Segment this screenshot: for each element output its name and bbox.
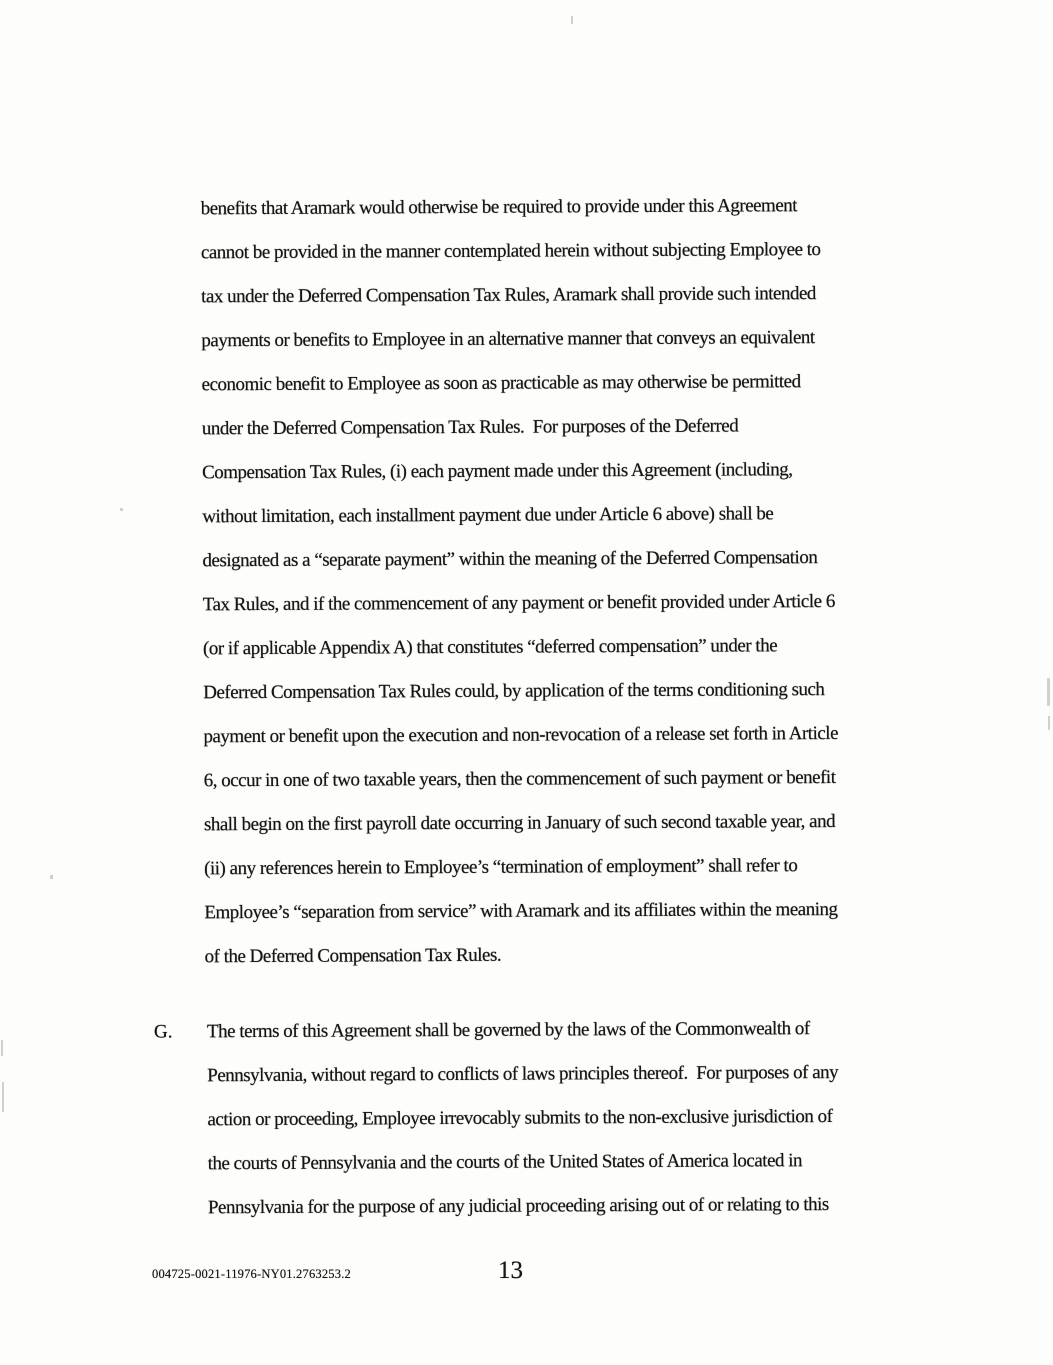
text-line: Compensation Tax Rules, (i) each payment made under this Agreement (including, (202, 459, 793, 484)
text-line: without limitation, each installment payment due under Article 6 above) shall be (202, 503, 774, 528)
scan-speck (50, 875, 53, 879)
text-line: of the Deferred Compensation Tax Rules. (204, 944, 502, 968)
text-line: payments or benefits to Employee in an alternative manner that conveys an equivalent (201, 327, 815, 352)
scan-speck (1048, 716, 1050, 730)
footer-document-id: 004725-0021-11976-NY01.2763253.2 (152, 1267, 351, 1281)
text-line: benefits that Aramark would otherwise be required to provide under this Agreement (200, 195, 798, 220)
section-g-text (207, 1007, 839, 1230)
text-line: the courts of Pennsylvania and the courts of the United States of America located in (207, 1150, 803, 1175)
text-line: designated as a “separate payment” within the meaning of the Deferred Compensation (202, 547, 818, 572)
scan-speck (1, 1040, 3, 1056)
text-line: (ii) any references herein to Employee’s “termination of employment” shall refer to (204, 855, 798, 880)
text-line: payment or benefit upon the execution and non-revocation of a release set forth in Article (203, 722, 839, 748)
text-line: Employee’s “separation from service” with Aramark and its affiliates within the meaning (204, 898, 838, 924)
scan-speck (571, 16, 573, 24)
section-g (154, 1007, 839, 1231)
section-g-label: G. (153, 1021, 173, 1043)
text-line: cannot be provided in the manner contemplated herein without subjecting Employee to (200, 239, 821, 264)
text-line: under the Deferred Compensation Tax Rules. For purposes of the Deferred (201, 415, 739, 440)
paragraph-continuation (201, 184, 840, 979)
text-line: The terms of this Agreement shall be governed by the laws of the Commonwealth of (206, 1018, 810, 1043)
text-line: Deferred Compensation Tax Rules could, by application of the terms conditioning such (203, 679, 825, 704)
footer-page-number: 13 (498, 1257, 523, 1284)
text-line: Pennsylvania for the purpose of any judicial proceeding arising out of or relating to this (207, 1194, 829, 1219)
text-line: Tax Rules, and if the commencement of any payment or benefit provided under Article 6 (202, 590, 835, 616)
text-line: action or proceeding, Employee irrevocably submits to the non-exclusive jurisdiction of (207, 1106, 833, 1131)
text-line: 6, occur in one of two taxable years, then the commencement of such payment or benefit (203, 766, 836, 792)
text-line: tax under the Deferred Compensation Tax Rules, Aramark shall provide such intended (201, 283, 816, 308)
text-line: (or if applicable Appendix A) that constitutes “deferred compensation” under the (202, 635, 778, 660)
scan-speck (2, 1082, 4, 1112)
text-line: shall begin on the first payroll date occurring in January of such second taxable year, and (203, 810, 836, 836)
scan-speck (1047, 678, 1050, 706)
scan-speck (120, 508, 123, 511)
text-line: Pennsylvania, without regard to conflicts of laws principles thereof. For purposes of any (207, 1061, 839, 1087)
text-line: economic benefit to Employee as soon as practicable as may otherwise be permitted (201, 371, 801, 396)
